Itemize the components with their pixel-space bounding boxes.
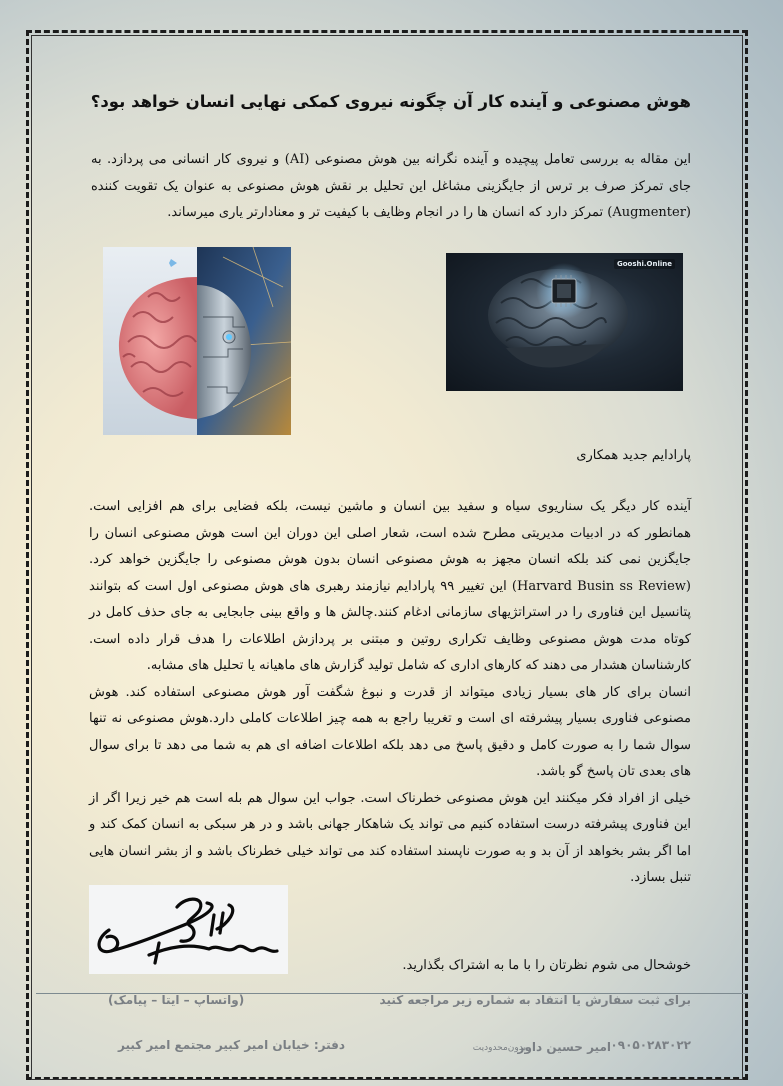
body-paragraph-1: آینده کار دیگر یک سناریوی سیاه و سفید بین انسان و ماشین نیست، بلکه فضایی برای هم افزایی است. همانطور که در ادبیات مدیریتی مطرح شده است، شعار اصلی این دوران این است هوش مصنوعی انسان را جایگزین نمی کند بلکه انسان مجهز به هوش مصنوعی انسان بدون هوش مصنوعی را جایگزین خواهد کرد. (Harvard Busin ss Review) این تغییر ۹۹ پارادایم نیازمند رهبری های هوش مصنوعی اول است که بتوانند پتانسیل این فناوری را در استراتژیهای سازمانی ادغام کنند.چالش ها و واقع بینی جابجایی به جای حذف کامل در کوتاه مدت هوش مصنوعی وظایف تکراری روتین و مبتنی بر پردازش اطلاعات را هدف قرار داده است. کارشناسان هشدار می دهند که کارهای اداری که شامل تولید گزارش های ماهیانه یا تحلیل های مشابه.: [89, 499, 691, 673]
body-paragraph-3: خیلی از افراد فکر میکنند این هوش مصنوعی خطرناک است. جواب این سوال هم بله است هم خیر زیرا اگر از این فناوری پیشرفته درست استفاده کنیم می تواند یک شاهکار جهانی باشد و در هر سبکی به انسان کمک کند و اما اگر بشر بخواهد از آن بد و به صورت ناپسند استفاده کند می تواند خیلی خطرناک باشد و از بشر انسان هایی تنبل بسازد.: [89, 790, 691, 885]
gooshi-online-logo: Gooshi.Online: [614, 259, 675, 269]
handwritten-signature: [89, 885, 288, 974]
phone-number[interactable]: ۰۹۰۵۰۲۸۳۰۲۲: [610, 1038, 691, 1052]
closing-sentence: خوشحال می شوم نظرتان را با ما به اشتراک بگذارید.: [402, 958, 691, 973]
contact-name: امیر حسین داور: [517, 1040, 611, 1054]
article-title: هوش مصنوعی و آینده کار آن چگونه نیروی کمکی نهایی انسان خواهد بود؟: [90, 92, 691, 111]
order-instructions: برای ثبت سفارش یا انتقاد به شماره زیر مراجعه کنید: [379, 993, 691, 1007]
contact-apps: (واتساپ – ایتا – پیامک): [108, 993, 245, 1007]
body-paragraph-2: انسان برای کار های بسیار زیادی میتواند از قدرت و نبوغ شگفت آور هوش مصنوعی استفاده کند. هوش مصنوعی فناوری بسیار پیشرفته ای است و تغریبا راجع به همه چیز اطلاعات کاملی دارد.هوش مصنوعی نه تنها سوال شما را به صورت کامل و دقیق پاسخ می دهد بلکه اطلاعات اضافه ای هم به شما می دهد تا برای سوال های بعدی تان پاسخ گو باشد.: [89, 684, 691, 779]
brain-face-image: [103, 247, 291, 435]
unlimited-note: بدون‌محدودیت: [472, 1043, 526, 1053]
intro-paragraph: این مقاله به بررسی تعامل پیچیده و آینده نگرانه بین هوش مصنوعی (AI) و نیروی کار انسانی می پردازد. به جای تمرکز صرف بر ترس از جایگزینی مشاغل این تحلیل بر نقش هوش مصنوعی به عنوان یک تقویت کننده (Augmenter) تمرکز دارد که انسان ها را در انجام وظایف با کیفیت تر و معنادارتر یاری میرساند.: [91, 152, 691, 220]
section-heading: پارادایم جدید همکاری: [576, 448, 691, 463]
body-text: [89, 494, 691, 892]
office-address: دفتر: خیابان امیر کبیر مجتمع امیر کبیر: [118, 1038, 346, 1052]
chip-brain-image: [446, 253, 683, 391]
